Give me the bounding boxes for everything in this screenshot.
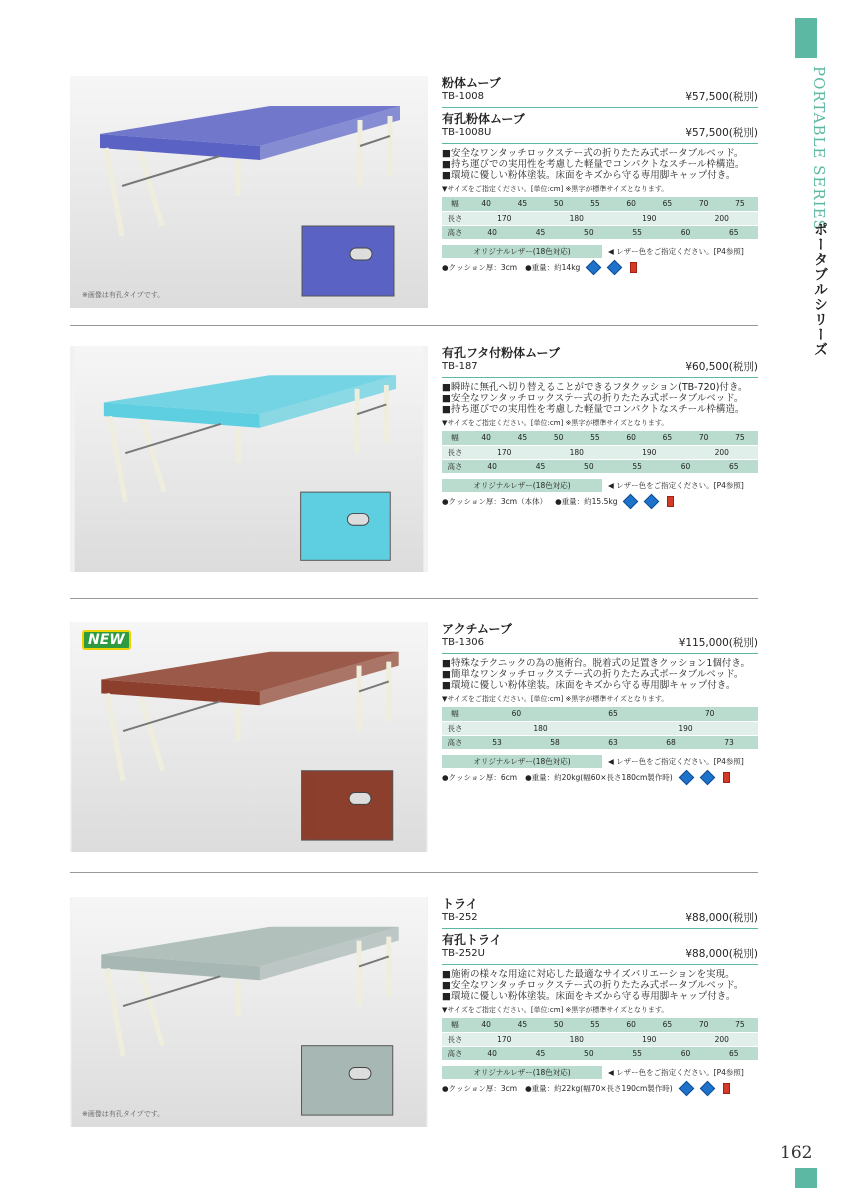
size-cell: 50: [584, 227, 594, 237]
leather-row: [442, 1066, 758, 1079]
cushion-spec: ●クッション厚：3cm: [442, 1083, 518, 1093]
size-cell: 55: [590, 199, 600, 209]
packaging-icon: [625, 496, 682, 507]
size-row: [442, 735, 758, 749]
product-price: ¥88,000(税別): [685, 948, 758, 960]
size-cell: 55: [632, 1048, 642, 1058]
size-cell: 65: [729, 227, 739, 237]
bed-illustration: [70, 622, 428, 852]
size-table: [442, 431, 758, 474]
leather-label: オリジナルレザー(18色対応): [442, 245, 602, 258]
size-row-label: 幅: [442, 431, 468, 445]
product-name-block: [442, 928, 758, 960]
size-note: ▼サイズをご指定ください。[単位:cm] ※黒字が標準サイズとなります。: [442, 695, 669, 703]
product-name: アクチムーブ: [442, 622, 512, 636]
size-row-label: 高さ: [442, 225, 468, 239]
size-cell: 50: [553, 199, 564, 209]
leather-note: ◀ レザー色をご指定ください。[P4参照]: [608, 480, 744, 490]
size-row: [442, 721, 758, 735]
product-info: [442, 897, 758, 1094]
size-cell: 70: [698, 199, 709, 209]
bed-illustration: [70, 76, 428, 308]
leather-note: ◀ レザー色をご指定ください。[P4参照]: [608, 246, 744, 256]
size-cell: 70: [698, 433, 709, 443]
product-price: ¥60,500(税別): [685, 361, 758, 373]
size-table: [442, 1018, 758, 1061]
size-cell: 180: [533, 723, 548, 733]
size-cell: 50: [584, 1048, 594, 1058]
weight-spec: ●重量：約15.5kg: [555, 496, 618, 506]
bed-illustration: [70, 897, 428, 1127]
size-cell: 75: [735, 1020, 745, 1030]
size-cell: 40: [481, 1020, 491, 1030]
product-photo: [70, 622, 428, 852]
size-cell: 70: [704, 709, 715, 719]
spec-row: [442, 1083, 758, 1094]
size-row-label: 長さ: [442, 1032, 468, 1046]
size-cell: 40: [487, 227, 497, 237]
spec-row: [442, 772, 758, 783]
product-name: 有孔トライ: [442, 933, 502, 947]
size-cell: 55: [632, 461, 642, 471]
size-cell: 65: [608, 709, 618, 719]
cushion-spec: ●クッション厚：6cm: [442, 772, 518, 782]
bed-illustration: [70, 346, 428, 572]
size-row-label: 長さ: [442, 211, 468, 225]
product-description: [442, 377, 758, 415]
size-cell: 70: [698, 1020, 709, 1030]
product-code: TB-252: [442, 912, 478, 923]
section-divider: [70, 872, 758, 873]
size-cell: 65: [662, 433, 673, 443]
description-line: ■特殊なテクニックの為の施術台。脱着式の足置きクッション1個付き。: [442, 658, 751, 669]
new-badge: NEW: [82, 630, 131, 650]
weight-spec: ●重量：約22kg(幅70×長さ190cm製作時): [525, 1083, 673, 1093]
size-cell: 45: [517, 1020, 528, 1030]
size-row: [442, 445, 758, 459]
product-photo: [70, 76, 428, 308]
description-line: ■安全なワンタッチロックステー式の折りたたみ式ポータブルベッド。: [442, 980, 744, 991]
size-cell: 58: [550, 737, 560, 747]
size-cell: 65: [662, 199, 673, 209]
size-cell: 170: [497, 447, 512, 457]
product-info: [442, 622, 758, 783]
cushion-spec: ●クッション厚：3cm: [442, 262, 518, 272]
size-row-label: 幅: [442, 197, 468, 211]
product-name: 有孔粉体ムーブ: [442, 112, 525, 126]
photo-note: ※画像は有孔タイプです。: [82, 1110, 165, 1118]
size-row-label: 高さ: [442, 459, 468, 473]
size-cell: 60: [680, 1048, 691, 1058]
size-row-label: 高さ: [442, 735, 468, 749]
size-row: [442, 1018, 758, 1032]
product-price: ¥88,000(税別): [685, 912, 758, 924]
size-cell: 190: [642, 447, 657, 457]
description-line: ■環境に優しい粉体塗装。床面をキズから守る専用脚キャップ付き。: [442, 680, 736, 691]
size-cell: 40: [487, 461, 497, 471]
size-cell: 60: [511, 709, 522, 719]
product-price: ¥57,500(税別): [685, 127, 758, 139]
size-cell: 65: [729, 1048, 739, 1058]
size-row: [442, 211, 758, 225]
size-cell: 53: [492, 737, 502, 747]
product-code: TB-1008: [442, 91, 485, 102]
size-cell: 55: [632, 227, 642, 237]
product-name-block: [442, 897, 758, 924]
product-info: [442, 346, 758, 507]
product-description: [442, 653, 758, 691]
size-cell: 170: [497, 213, 512, 223]
size-row-label: 長さ: [442, 721, 468, 735]
description-line: ■施術の様々な用途に対応した最適なサイズバリエーションを実現。: [442, 969, 735, 980]
series-title-en: PORTABLE SERIES: [810, 66, 828, 231]
size-row-label: 幅: [442, 1018, 468, 1032]
photo-note: ※画像は有孔タイプです。: [82, 291, 165, 299]
size-cell: 200: [714, 213, 729, 223]
series-title-jp: ポータブルシリーズ: [812, 222, 828, 357]
size-cell: 40: [487, 1048, 497, 1058]
size-note: ▼サイズをご指定ください。[単位:cm] ※黒字が標準サイズとなります。: [442, 419, 669, 427]
size-cell: 75: [735, 433, 745, 443]
leather-row: [442, 479, 758, 492]
leather-label: オリジナルレザー(18色対応): [442, 755, 602, 768]
spec-row: [442, 496, 758, 507]
size-cell: 200: [714, 447, 729, 457]
size-row-label: 高さ: [442, 1046, 468, 1060]
size-cell: 45: [517, 199, 528, 209]
leather-label: オリジナルレザー(18色対応): [442, 1066, 602, 1079]
product-code: TB-252U: [442, 948, 485, 959]
product-price: ¥57,500(税別): [685, 91, 758, 103]
product-photo: [70, 897, 428, 1127]
packaging-icon: [681, 1083, 738, 1094]
size-cell: 50: [553, 433, 564, 443]
product-description: [442, 143, 758, 181]
size-row: [442, 459, 758, 473]
description-line: ■持ち運びでの実用性を考慮した軽量でコンパクトなスチール枠構造。: [442, 159, 745, 170]
product-info: [442, 76, 758, 273]
packaging-icon: [588, 262, 645, 273]
product-name: 粉体ムーブ: [442, 76, 501, 90]
size-cell: 45: [535, 461, 546, 471]
product-code: TB-1008U: [442, 127, 492, 138]
size-table: [442, 197, 758, 240]
spec-row: [442, 262, 758, 273]
size-cell: 50: [584, 461, 594, 471]
page-marker: [795, 1168, 817, 1188]
size-cell: 65: [729, 461, 739, 471]
size-cell: 200: [714, 1034, 729, 1044]
description-line: ■簡単なワンタッチロックステー式の折りたたみ式ポータブルベッド。: [442, 669, 744, 680]
packaging-icon: [681, 772, 738, 783]
size-cell: 60: [626, 433, 636, 443]
weight-spec: ●重量：約14kg: [525, 262, 581, 272]
size-cell: 55: [590, 433, 600, 443]
product-photo: [70, 346, 428, 572]
description-line: ■安全なワンタッチロックステー式の折りたたみ式ポータブルベッド。: [442, 148, 744, 159]
size-cell: 73: [724, 737, 734, 747]
page-number: 162: [780, 1143, 813, 1163]
product-name-block: [442, 76, 758, 103]
size-table: [442, 707, 758, 750]
size-cell: 190: [678, 723, 693, 733]
product-code: TB-187: [442, 361, 478, 372]
size-cell: 45: [535, 1048, 546, 1058]
description-line: ■持ち運びでの実用性を考慮した軽量でコンパクトなスチール枠構造。: [442, 404, 745, 415]
size-row: [442, 197, 758, 211]
section-divider: [70, 325, 758, 326]
leather-row: [442, 245, 758, 258]
size-row: [442, 1046, 758, 1060]
size-row-label: 幅: [442, 707, 468, 721]
product-name: トライ: [442, 897, 478, 911]
size-cell: 190: [642, 1034, 657, 1044]
size-cell: 170: [497, 1034, 512, 1044]
description-line: ■瞬時に無孔へ切り替えることができるフタクッション(TB-720)付き。: [442, 382, 748, 393]
size-cell: 63: [608, 737, 618, 747]
size-cell: 180: [569, 1034, 584, 1044]
size-cell: 75: [735, 199, 745, 209]
size-cell: 190: [642, 213, 657, 223]
size-note: ▼サイズをご指定ください。[単位:cm] ※黒字が標準サイズとなります。: [442, 185, 669, 193]
leather-label: オリジナルレザー(18色対応): [442, 479, 602, 492]
description-line: ■環境に優しい粉体塗装。床面をキズから守る専用脚キャップ付き。: [442, 170, 736, 181]
product-name-block: [442, 622, 758, 649]
size-row-label: 長さ: [442, 445, 468, 459]
size-cell: 40: [481, 433, 491, 443]
leather-row: [442, 755, 758, 768]
size-row: [442, 225, 758, 239]
size-cell: 55: [590, 1020, 600, 1030]
size-cell: 60: [626, 1020, 636, 1030]
size-cell: 65: [662, 1020, 673, 1030]
size-cell: 68: [666, 737, 676, 747]
product-name-block: [442, 107, 758, 139]
size-cell: 45: [517, 433, 528, 443]
weight-spec: ●重量：約20kg(幅60×長さ180cm製作時): [525, 772, 673, 782]
section-divider: [70, 598, 758, 599]
series-color-bar: [795, 18, 817, 58]
size-cell: 60: [680, 461, 691, 471]
description-line: ■安全なワンタッチロックステー式の折りたたみ式ポータブルベッド。: [442, 393, 744, 404]
size-cell: 60: [680, 227, 691, 237]
product-price: ¥115,000(税別): [678, 637, 758, 649]
cushion-spec: ●クッション厚：3cm（本体）: [442, 496, 548, 506]
size-row: [442, 431, 758, 445]
size-note: ▼サイズをご指定ください。[単位:cm] ※黒字が標準サイズとなります。: [442, 1006, 669, 1014]
size-row: [442, 1032, 758, 1046]
size-cell: 180: [569, 447, 584, 457]
product-name-block: [442, 346, 758, 373]
size-cell: 180: [569, 213, 584, 223]
size-cell: 60: [626, 199, 636, 209]
product-name: 有孔フタ付粉体ムーブ: [442, 346, 560, 360]
size-cell: 45: [535, 227, 546, 237]
product-code: TB-1306: [442, 637, 485, 648]
size-cell: 50: [553, 1020, 564, 1030]
size-cell: 40: [481, 199, 491, 209]
leather-note: ◀ レザー色をご指定ください。[P4参照]: [608, 756, 744, 766]
leather-note: ◀ レザー色をご指定ください。[P4参照]: [608, 1067, 744, 1077]
product-description: [442, 964, 758, 1002]
size-row: [442, 707, 758, 721]
description-line: ■環境に優しい粉体塗装。床面をキズから守る専用脚キャップ付き。: [442, 991, 736, 1002]
